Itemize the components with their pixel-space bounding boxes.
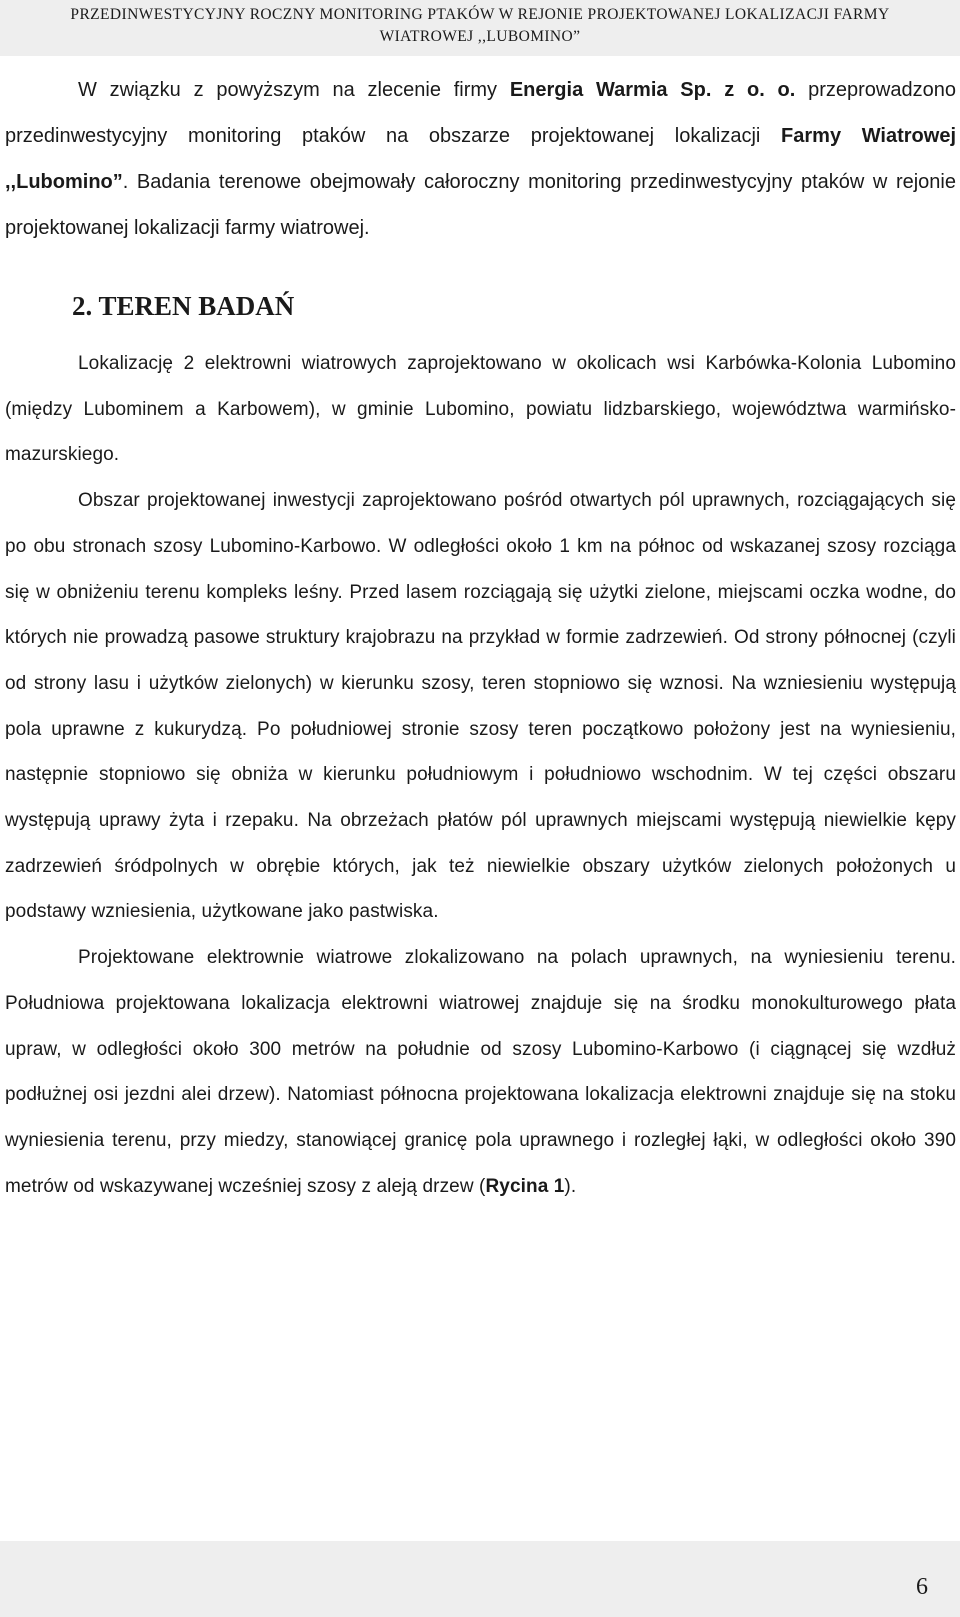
header-line-2: WIATROWEJ ,,LUBOMINO” xyxy=(379,28,581,45)
intro-paragraph xyxy=(5,67,956,251)
intro-text-middle: przeprowadzono przedinwestycyjny monitoring ptaków na obszarze projektowanej lokalizacji xyxy=(5,79,956,147)
page-footer xyxy=(0,1541,960,1617)
header-line-1: PRZEDINWESTYCYJNY ROCZNY MONITORING PTAKÓW W REJONIE PROJEKTOWANEJ LOKALIZACJI FARMY xyxy=(70,6,890,23)
body-paragraph-2: Obszar projektowanej inwestycji zaprojektowano pośród otwartych pól uprawnych, rozciągających się po obu stronach szosy Lubomino-Karbowo. W odległości około 1 km na północ od wskazanej szosy rozciąga się w obniżeniu terenu kompleks leśny. Przed lasem rozciągają się użytki zielone, miejscami oczka wodne, do których nie prowadzą pasowe struktury krajobrazu na przykład w formie zadrzewień. Od strony północnej (czyli od strony lasu i użytków zielonych) w kierunku szosy, teren stopniowo się wznosi. Na wzniesieniu występują pola uprawne z kukurydzą. Po południowej stronie szosy teren początkowo położony jest na wyniesieniu, następnie stopniowo się obniża w kierunku południowym i południowo wschodnim. W tej części obszaru występują uprawy żyta i rzepaku. Na obrzeżach płatów pól uprawnych miejscami występują niewielkie kępy zadrzewień śródpolnych w obrębie których, jak też niewielkie obszary użytków zielonych położonych u podstawy wzniesienia, użytkowane jako pastwiska. xyxy=(5,490,956,923)
farm-name: Farmy Wiatrowej ,,Lubomino” xyxy=(5,125,956,193)
body-paragraph-1: Lokalizację 2 elektrowni wiatrowych zaprojektowano w okolicach wsi Karbówka-Kolonia Lubomino (między Lubominem a Karbowem), w gminie Lubomino, powiatu lidzbarskiego, województwa warmińsko-mazurskiego. xyxy=(5,353,956,466)
page-number: 6 xyxy=(916,1574,928,1600)
intro-text-suffix: . Badania terenowe obejmowały całoroczny monitoring przedinwestycyjny ptaków w rejonie projektowanej lokalizacji farmy wiatrowej. xyxy=(5,171,956,239)
section-heading: 2. TEREN BADAŃ xyxy=(72,291,295,321)
running-header xyxy=(0,0,960,56)
company-name: Energia Warmia Sp. z o. o. xyxy=(509,79,796,101)
intro-section xyxy=(5,67,956,251)
body-paragraph-3 xyxy=(5,935,956,1209)
body-paragraph-3-text: Projektowane elektrownie wiatrowe zlokalizowano na polach uprawnych, na wyniesieniu terenu. Południowa projektowana lokalizacja elektrowni wiatrowej znajduje się na środku monokulturowego płata upraw, w odległości około 300 metrów na południe od szosy Lubomino-Karbowo (i ciągnącej się wzdłuż podłużnej osi jezdni alei drzew). Natomiast północna projektowana lokalizacja elektrowni znajduje się na stoku wyniesienia terenu, przy miedzy, stanowiącej granicę pola uprawnego i rozległej łąki, w odległości około 390 metrów od wskazywanej wcześniej szosy z aleją drzew ( xyxy=(5,947,956,1197)
body-paragraph-3-end: ). xyxy=(564,1175,577,1197)
figure-reference: Rycina 1 xyxy=(485,1175,565,1197)
section-body xyxy=(5,341,956,1209)
intro-text-prefix: W związku z powyższym na zlecenie firmy xyxy=(78,79,510,101)
